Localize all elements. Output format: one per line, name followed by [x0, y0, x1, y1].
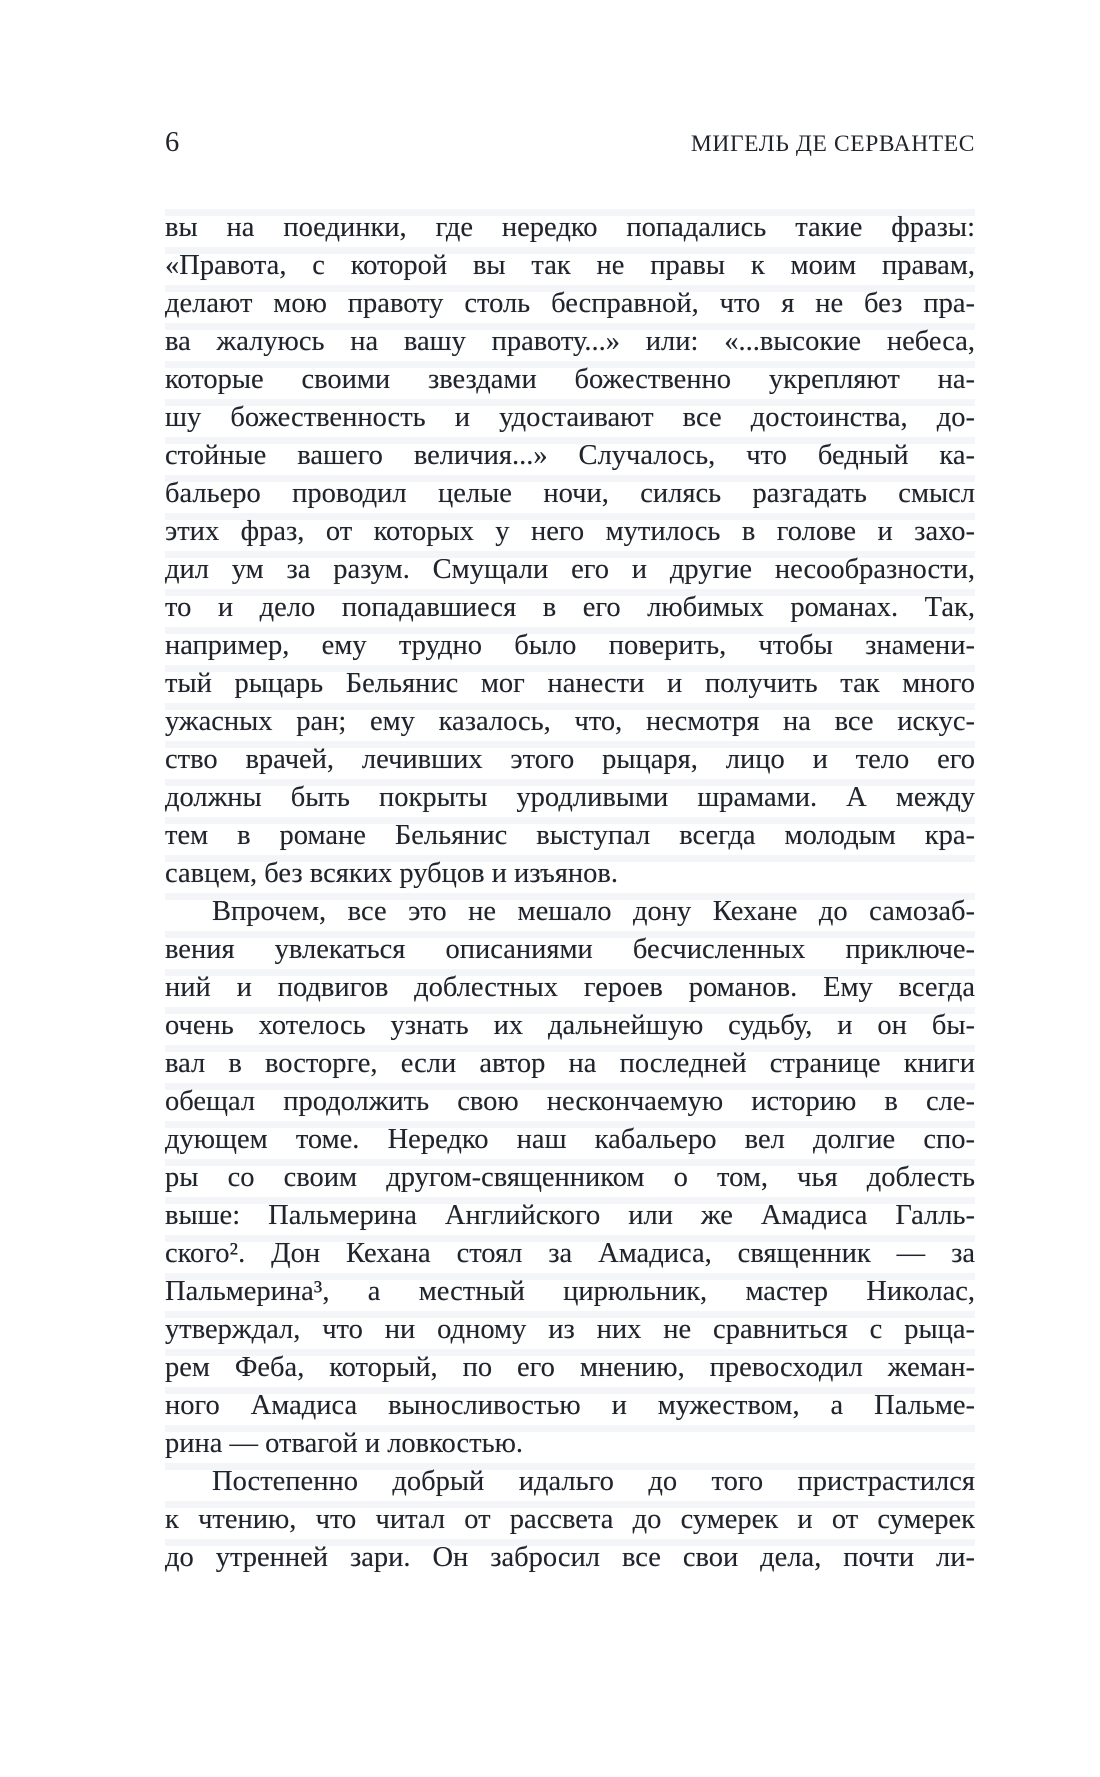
text-line: до утренней зари. Он забросил все свои дела, почти ли- — [165, 1542, 975, 1573]
text-line: то и дело попадавшиеся в его любимых романах. Так, — [165, 592, 975, 623]
text-line: тый рыцарь Бельянис мог нанести и получить так много — [165, 668, 975, 699]
text-line: ство врачей, лечивших этого рыцаря, лицо и тело его — [165, 744, 975, 775]
text-line: рина — отвагой и ловкостью. — [165, 1428, 524, 1459]
text-line: «Правота, с которой вы так не правы к моим правам, — [165, 250, 975, 281]
text-line: обещал продолжить свою нескончаемую историю в сле- — [165, 1086, 975, 1117]
text-line: бальеро проводил целые ночи, силясь разгадать смысл — [165, 478, 975, 509]
text-line: шу божественность и удостаивают все достоинства, до- — [165, 402, 975, 433]
text-line: очень хотелось узнать их дальнейшую судьбу, и он бы- — [165, 1010, 975, 1041]
text-line: рем Феба, который, по его мнению, превосходил жеман- — [165, 1352, 975, 1383]
text-line: вы на поединки, где нередко попадались такие фразы: — [165, 212, 975, 243]
running-header-row — [165, 128, 975, 159]
text-line: ского². Дон Кехана стоял за Амадиса, священник — за — [165, 1238, 975, 1269]
text-line: этих фраз, от которых у него мутилось в голове и захо- — [165, 516, 975, 547]
text-line: дил ум за разум. Смущали его и другие несообразности, — [165, 554, 975, 585]
text-line: ний и подвигов доблестных героев романов. Ему всегда — [165, 972, 975, 1003]
text-line: ужасных ран; ему казалось, что, несмотря на все искус- — [165, 706, 975, 737]
text-line: ры со своим другом-священником о том, чья доблесть — [165, 1162, 975, 1193]
text-line: ного Амадиса выносливостью и мужеством, а Пальме- — [165, 1390, 975, 1421]
text-line: например, ему трудно было поверить, чтобы знамени- — [165, 630, 975, 661]
text-line: тем в романе Бельянис выступал всегда молодым кра- — [165, 820, 975, 851]
text-line: к чтению, что читал от рассвета до сумерек и от сумерек — [165, 1504, 975, 1535]
text-line: вения увлекаться описаниями бесчисленных приключе- — [165, 934, 975, 965]
text-line: выше: Пальмерина Английского или же Амадиса Галль- — [165, 1200, 975, 1231]
text-line: делают мою правоту столь бесправной, что я не без пра- — [165, 288, 975, 319]
text-line: дующем томе. Нередко наш кабальеро вел долгие спо- — [165, 1124, 975, 1155]
text-line: утверждал, что ни одному из них не сравниться с рыца- — [165, 1314, 975, 1345]
text-line: Пальмерина³, а местный цирюльник, мастер Николас, — [165, 1276, 975, 1307]
running-header: МИГЕЛЬ ДЕ СЕРВАНТЕС — [690, 131, 975, 157]
text-line: савцем, без всяких рубцов и изъянов. — [165, 858, 618, 889]
text-line: стойные вашего величия...» Случалось, что бедный ка- — [165, 440, 975, 471]
text-line: Впрочем, все это не мешало дону Кехане до самозаб- — [212, 896, 975, 927]
text-line: должны быть покрыты уродливыми шрамами. А между — [165, 782, 975, 813]
page-text — [165, 209, 975, 1577]
page-number: 6 — [165, 127, 180, 158]
text-line: которые своими звездами божественно укрепляют на- — [165, 364, 975, 395]
text-line: вал в восторге, если автор на последней странице книги — [165, 1048, 975, 1079]
text-line: Постепенно добрый идальго до того пристрастился — [212, 1466, 975, 1497]
text-line: ва жалуюсь на вашу правоту...» или: «...высокие небеса, — [165, 326, 975, 357]
